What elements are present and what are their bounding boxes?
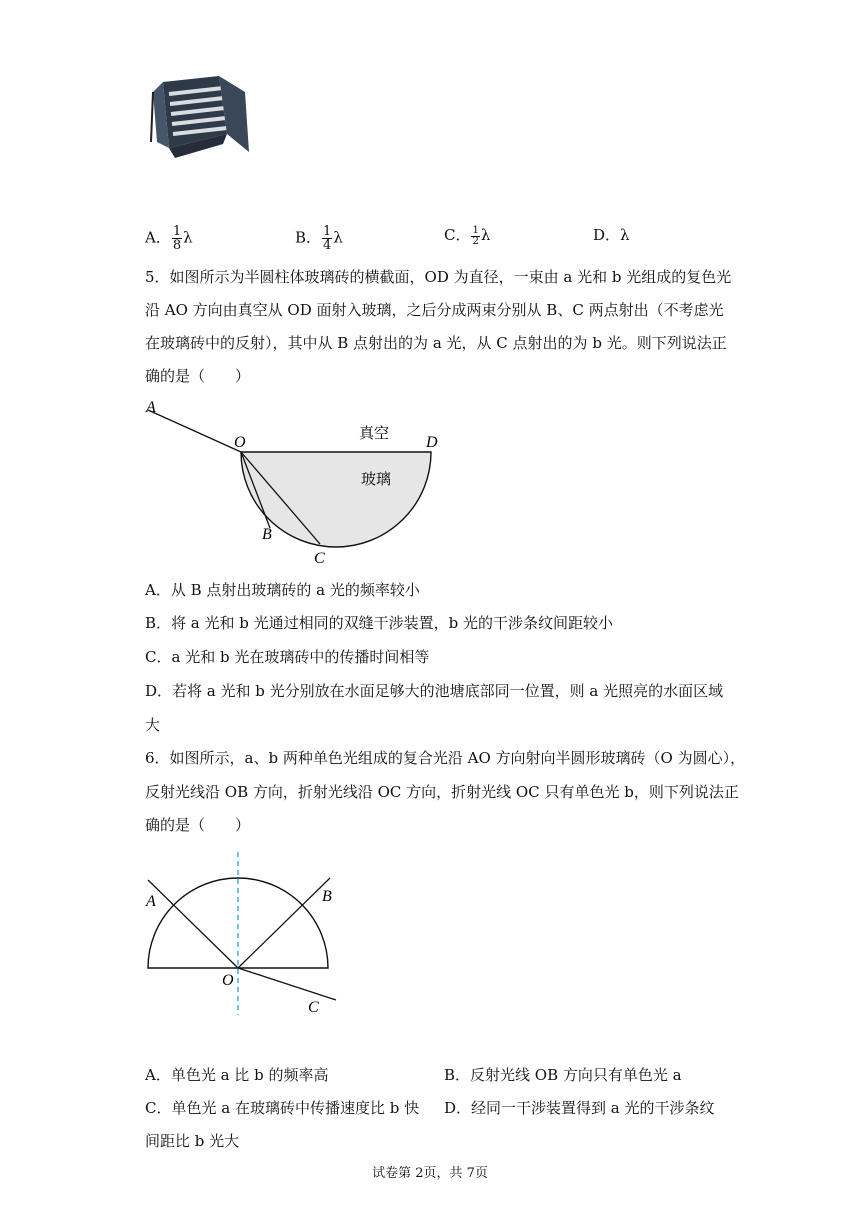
- q6-stem-line: 确的是（ ）: [145, 816, 251, 834]
- label-C: C: [314, 550, 325, 567]
- q4-option-b: B． $\frac{1}{4}$ λ: [295, 224, 343, 253]
- q5-option-a: A．从 B 点射出玻璃砖的 a 光的频率较小: [145, 581, 420, 599]
- q5-option-c: C．a 光和 b 光在玻璃砖中的传播时间相等: [145, 648, 430, 666]
- q6-semicircle-figure: [140, 850, 360, 1020]
- q4-option-d: D．λ: [593, 226, 630, 244]
- page-footer: 试卷第 2页，共 7页: [372, 1166, 488, 1181]
- label-vacuum: 真空: [359, 424, 390, 442]
- q6-option-c: C．单色光 a 在玻璃砖中传播速度比 b 快: [145, 1099, 420, 1117]
- q5-stem-line: 5．如图所示为半圆柱体玻璃砖的横截面，OD 为直径，一束由 a 光和 b 光组成的复色光: [145, 268, 732, 286]
- q6-stem-line: 6．如图所示，a、b 两种单色光组成的复合光沿 AO 方向射向半圆形玻璃砖（O 为圆心），: [145, 749, 746, 767]
- label-O: O: [222, 972, 234, 989]
- label-C: C: [308, 999, 319, 1016]
- q5-option-b: B．将 a 光和 b 光通过相同的双缝干涉装置，b 光的干涉条纹间距较小: [145, 614, 614, 632]
- q6-option-a: A．单色光 a 比 b 的频率高: [145, 1066, 329, 1084]
- q4-option-c: C． $\frac{1}{2}$ λ: [444, 224, 491, 247]
- q4-option-a: A． $\frac{1}{8}$ λ: [145, 224, 193, 253]
- label-A: A: [146, 399, 156, 416]
- q6-stem-line: 反射光线沿 OB 方向，折射光线沿 OC 方向，折射光线 OC 只有单色光 b，则下列说法正: [145, 783, 739, 801]
- label-glass: 玻璃: [361, 470, 392, 488]
- label-B: B: [262, 526, 272, 543]
- softbox-lamp-image: [145, 72, 260, 172]
- q5-stem-line: 在玻璃砖中的反射），其中从 B 点射出的为 a 光，从 C 点射出的为 b 光。则下列说法正: [145, 334, 727, 352]
- q5-option-d-cont: 大: [145, 716, 161, 734]
- label-D: D: [426, 434, 438, 451]
- q5-stem-line: 确的是（ ）: [145, 367, 251, 385]
- q5-option-d: D．若将 a 光和 b 光分别放在水面足够大的池塘底部同一位置，则 a 光照亮的水面区域: [145, 682, 724, 700]
- q6-option-d: D．经同一干涉装置得到 a 光的干涉条纹: [444, 1099, 715, 1117]
- q6-option-b: B．反射光线 OB 方向只有单色光 a: [444, 1066, 682, 1084]
- q6-option-d-cont: 间距比 b 光大: [145, 1132, 240, 1150]
- q5-semicircle-figure: [140, 392, 460, 572]
- q5-stem-line: 沿 AO 方向由真空从 OD 面射入玻璃，之后分成两束分别从 B、C 两点射出（不考虑光: [145, 301, 724, 319]
- label-B: B: [322, 888, 332, 905]
- label-O: O: [234, 434, 246, 451]
- label-A: A: [146, 893, 156, 910]
